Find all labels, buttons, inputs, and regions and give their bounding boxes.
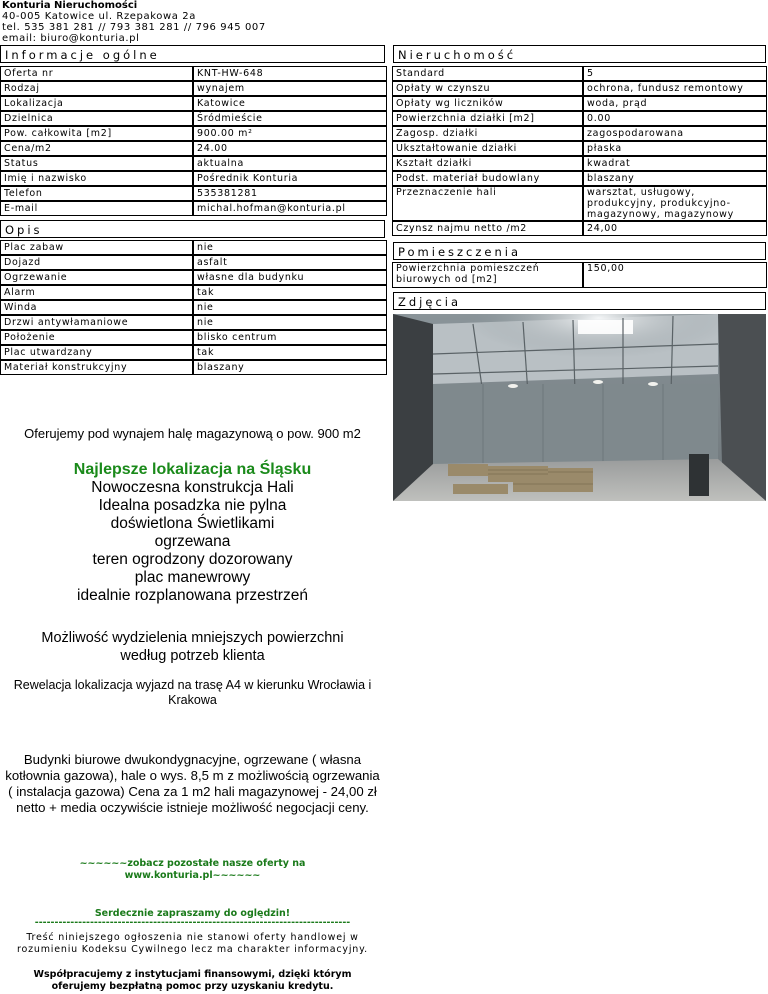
row-value: asfalt bbox=[193, 255, 387, 270]
offer-headline: Najlepsze lokalizacja na Śląsku bbox=[73, 461, 312, 478]
row-value: kwadrat bbox=[583, 156, 767, 171]
section-property-header: Nieruchomość bbox=[393, 45, 766, 63]
row-label: Przeznaczenie hali bbox=[392, 186, 583, 221]
agency-address: 40-005 Katowice ul. Rzepakowa 2a bbox=[2, 11, 196, 22]
row-value: własne dla budynku bbox=[193, 270, 387, 285]
row-label: Winda bbox=[0, 300, 193, 315]
feature-line: teren ogrodzony dozorowany bbox=[92, 551, 293, 568]
offer-division: Możliwość wydzielenia mniejszych powierzchni według potrzeb klienta bbox=[41, 630, 344, 664]
row-label: Cena/m2 bbox=[0, 141, 193, 156]
disclaimer-text: Treść niniejszego ogłoszenia nie stanowi oferty handlowej w rozumieniu Kodeksu Cywilnego lecz ma charakter informacyjny. bbox=[17, 932, 368, 955]
agency-phones: tel. 535 381 281 // 793 381 281 // 796 945 007 bbox=[2, 22, 266, 33]
row-label: Powierzchnia pomieszczeń biurowych od [m2] bbox=[392, 262, 583, 288]
row-value: 535381281 bbox=[193, 186, 387, 201]
more-offers-link[interactable]: ~~~~~~zobacz pozostałe nasze oferty na www.konturia.pl~~~~~~ bbox=[79, 858, 306, 881]
cooperation-text: Współpracujemy z instytucjami finansowymi, dzięki którym oferujemy bezpłatną pomoc przy uzyskaniu kredytu. bbox=[33, 969, 352, 992]
feature-line: plac manewrowy bbox=[134, 569, 251, 586]
row-value: zagospodarowana bbox=[583, 126, 767, 141]
warehouse-interior-image bbox=[393, 314, 766, 501]
row-label: E-mail bbox=[0, 201, 193, 216]
agency-email: email: biuro@konturia.pl bbox=[2, 33, 140, 44]
row-value: 24,00 bbox=[583, 221, 767, 236]
row-label: Alarm bbox=[0, 285, 193, 300]
row-label: Podst. materiał budowlany bbox=[392, 171, 583, 186]
divider-line: -------------------------------------------------------------------------------- bbox=[34, 918, 351, 928]
row-value: nie bbox=[193, 315, 387, 330]
row-value: ochrona, fundusz remontowy bbox=[583, 81, 767, 96]
row-label: Status bbox=[0, 156, 193, 171]
row-label: Drzwi antywłamaniowe bbox=[0, 315, 193, 330]
row-value: KNT-HW-648 bbox=[193, 66, 387, 81]
row-label: Plac utwardzany bbox=[0, 345, 193, 360]
section-general-header: Informacje ogólne bbox=[0, 45, 385, 63]
row-label: Pow. całkowita [m2] bbox=[0, 126, 193, 141]
row-value: 150,00 bbox=[583, 262, 767, 288]
row-value: 5 bbox=[583, 66, 767, 81]
row-value: 900.00 m² bbox=[193, 126, 387, 141]
row-label: Lokalizacja bbox=[0, 96, 193, 111]
row-label: Ogrzewanie bbox=[0, 270, 193, 285]
row-value: Katowice bbox=[193, 96, 387, 111]
row-value: Pośrednik Konturia bbox=[193, 171, 387, 186]
row-label: Dojazd bbox=[0, 255, 193, 270]
row-label: Ukształtowanie działki bbox=[392, 141, 583, 156]
row-label: Materiał konstrukcyjny bbox=[0, 360, 193, 375]
row-value: woda, prąd bbox=[583, 96, 767, 111]
offer-details: Budynki biurowe dwukondygnacyjne, ogrzewane ( własna kotłownia gazowa), hale o wys. 8,5 m z możliwością ogrzewania ( instalacja gazowa) Cena za 1 m2 hali magazynowej - 24,00 zł netto + media oczywiście istnieje możliwość negocjacji ceny. bbox=[5, 752, 380, 815]
invite-text: Serdecznie zapraszamy do oględzin! bbox=[94, 908, 291, 919]
row-value: aktualna bbox=[193, 156, 387, 171]
feature-line: Idealna posadzka nie pylna bbox=[98, 497, 287, 514]
row-label: Czynsz najmu netto /m2 bbox=[392, 221, 583, 236]
row-value: blisko centrum bbox=[193, 330, 387, 345]
row-value: warsztat, usługowy, produkcyjny, produkcyjno-magazynowy, magazynowy bbox=[583, 186, 767, 221]
row-value: blaszany bbox=[193, 360, 387, 375]
row-value: tak bbox=[193, 345, 387, 360]
row-label: Plac zabaw bbox=[0, 240, 193, 255]
row-label: Dzielnica bbox=[0, 111, 193, 126]
agency-header bbox=[2, 0, 266, 44]
row-value: 24.00 bbox=[193, 141, 387, 156]
offer-intro: Oferujemy pod wynajem halę magazynową o pow. 900 m2 bbox=[24, 426, 361, 441]
row-label: Opłaty w czynszu bbox=[392, 81, 583, 96]
section-rooms-header: Pomieszczenia bbox=[393, 242, 766, 260]
row-value: blaszany bbox=[583, 171, 767, 186]
row-value: nie bbox=[193, 240, 387, 255]
row-value: nie bbox=[193, 300, 387, 315]
row-value: Śródmieście bbox=[193, 111, 387, 126]
section-description-header: Opis bbox=[0, 220, 385, 238]
row-label: Opłaty wg liczników bbox=[392, 96, 583, 111]
row-label: Standard bbox=[392, 66, 583, 81]
warehouse-photo[interactable] bbox=[393, 314, 766, 501]
row-label: Zagosp. działki bbox=[392, 126, 583, 141]
feature-line: idealnie rozplanowana przestrzeń bbox=[77, 587, 308, 604]
section-photos-header: Zdjęcia bbox=[393, 292, 766, 310]
row-label: Powierzchnia działki [m2] bbox=[392, 111, 583, 126]
row-value: michal.hofman@konturia.pl bbox=[193, 201, 387, 216]
row-label: Telefon bbox=[0, 186, 193, 201]
row-label: Położenie bbox=[0, 330, 193, 345]
row-label: Kształt działki bbox=[392, 156, 583, 171]
offer-features bbox=[0, 479, 385, 605]
row-value: wynajem bbox=[193, 81, 387, 96]
agency-name: Konturia Nieruchomości bbox=[2, 0, 138, 11]
feature-line: Nowoczesna konstrukcja Hali bbox=[91, 479, 294, 496]
feature-line: ogrzewana bbox=[154, 533, 231, 550]
row-value: 0.00 bbox=[583, 111, 767, 126]
row-label: Oferta nr bbox=[0, 66, 193, 81]
offer-location: Rewelacja lokalizacja wyjazd na trasę A4 w kierunku Wrocławia i Krakowa bbox=[13, 678, 372, 707]
feature-line: doświetlona Świetlikami bbox=[110, 515, 275, 532]
row-label: Imię i nazwisko bbox=[0, 171, 193, 186]
row-label: Rodzaj bbox=[0, 81, 193, 96]
row-value: płaska bbox=[583, 141, 767, 156]
row-value: tak bbox=[193, 285, 387, 300]
